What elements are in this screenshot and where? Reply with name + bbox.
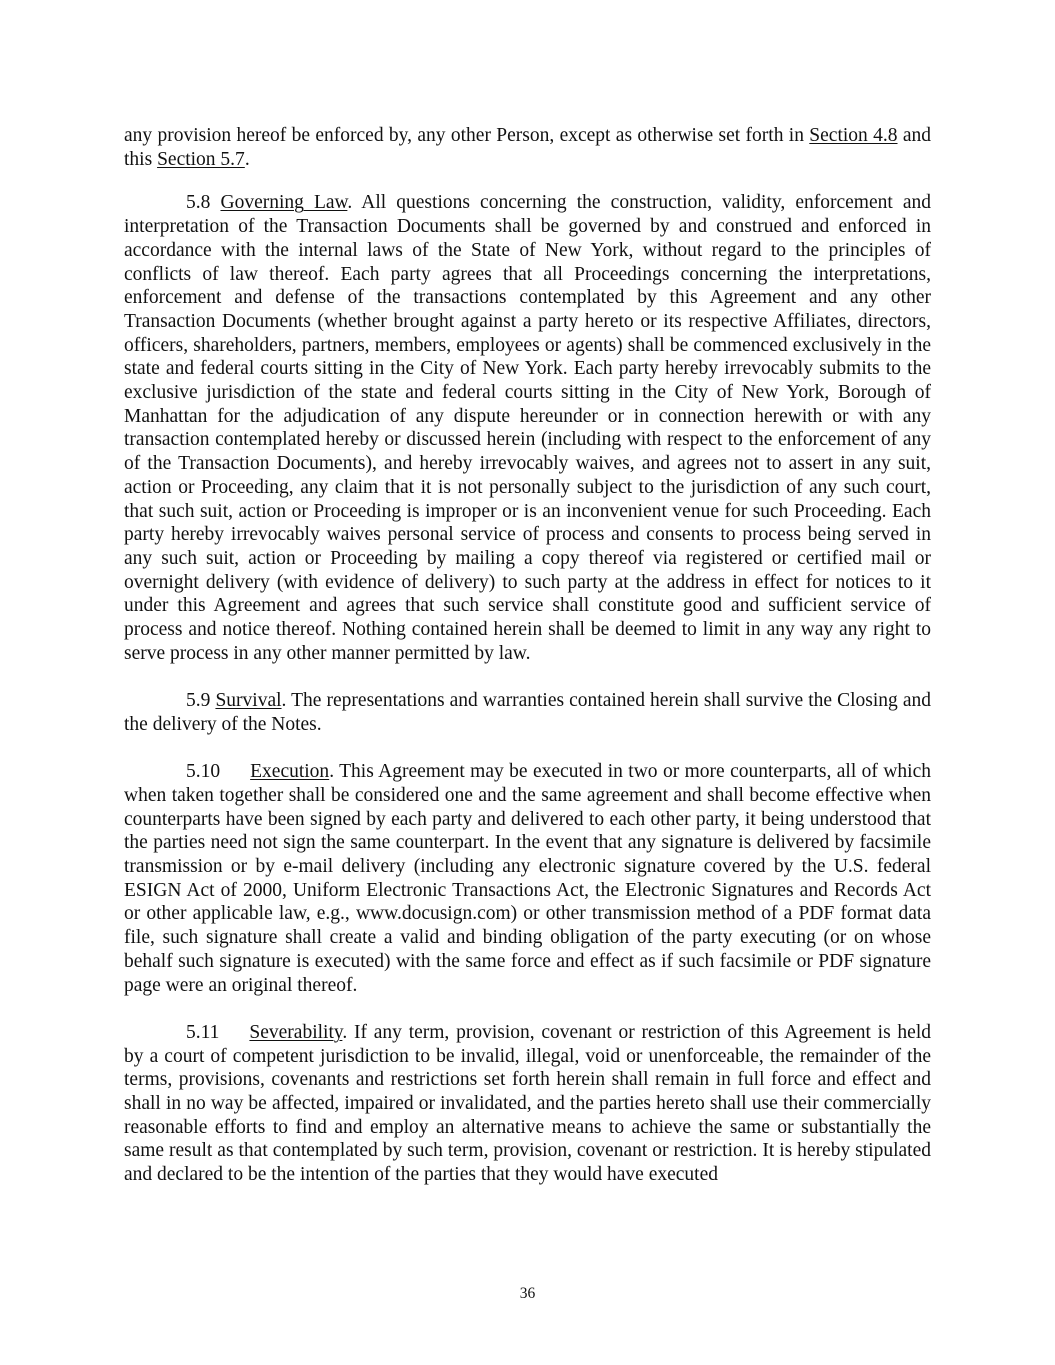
section-heading: Severability [249,1021,343,1043]
section-survival [124,689,931,736]
page-number: 36 [519,1285,536,1302]
section-body: . All questions concerning the construction, validity, enforcement and interpretation of the Transaction Documents shall be governed by and construed and enforced in accordance with the internal laws of the State of New York, without regard to the principles of conflicts of law thereof. Each party agrees that all Proceedings concerning the interpretations, enforcement and defense of the transactions contemplated by this Agreement and any other Transaction Documents (whether brought against a party hereto or its respective Affiliates, directors, officers, shareholders, partners, members, employees or agents) shall be commenced exclusively in the state and federal courts sitting in the City of New York. Each party hereby irrevocably submits to the exclusive jurisdiction of the state and federal courts sitting in the City of New York, Borough of Manhattan for the adjudication of any dispute hereunder or in connection herewith or with any transaction contemplated hereby or discussed herein (including with respect to the enforcement of any of the Transaction Documents), and hereby irrevocably waives, and agrees not to assert in any suit, action or Proceeding, any claim that it is not personally subject to the jurisdiction of any such court, that such suit, action or Proceeding is improper or is an inconvenient venue for such Proceeding. Each party hereby irrevocably waives personal service of process and consents to process being served in any such suit, action or Proceeding by mailing a copy thereof via registered or certified mail or overnight delivery (with evidence of delivery) to such party at the address in effect for notices to it under this Agreement and agrees that such service shall constitute good and sufficient service of process and notice thereof. Nothing contained herein shall be deemed to limit in any way any right to serve process in any other manner permitted by law. [124,192,932,664]
continuation-paragraph [124,124,931,171]
section-heading: Execution [250,761,330,783]
section-number: 5.11 [186,1021,220,1043]
section-number: 5.9 [186,690,211,712]
section-4-8-reference: Section 4.8 [809,125,898,146]
continuation-text-before: any provision hereof be enforced by, any other Person, except as otherwise set forth in [124,125,810,146]
section-execution [124,760,931,997]
section-5-7-reference: Section 5.7 [157,148,245,170]
section-heading: Governing Law [220,192,348,214]
section-body: . The representations and warranties contained herein shall survive the Closing and the delivery of the Notes. [124,690,932,735]
document-page [124,124,931,1211]
section-body: . This Agreement may be executed in two or more counterparts, all of which when taken together shall be considered one and the same agreement and shall become effective when counterparts have been signed by each party and delivered to each other party, it being understood that the parties need not sign the same counterpart. In the event that any signature is delivered by facsimile transmission or by e-mail delivery (including any electronic signature covered by the U.S. federal ESIGN Act of 2000, Uniform Electronic Transactions Act, the Electronic Signatures and Records Act or other applicable law, e.g., www.docusign.com) or other transmission method of a PDF format data file, such signature shall create a valid and binding obligation of the party executing (or on whose behalf such signature is executed) with the same force and effect as if such facsimile or PDF signature page were an original thereof. [124,761,931,996]
section-severability [124,1021,931,1187]
section-number: 5.8 [186,192,211,214]
section-number: 5.10 [186,761,221,783]
section-heading: Survival [215,690,282,712]
section-governing-law [124,191,931,665]
continuation-text-after: . [244,148,250,170]
continuation-text-mid: and this [124,125,932,170]
section-body: . If any term, provision, covenant or restriction of this Agreement is held by a court of competent jurisdiction to be invalid, illegal, void or unenforceable, the remainder of the terms, provisions, covenants and restrictions set forth herein shall remain in full force and effect and shall in no way be affected, impaired or invalidated, and the parties hereto shall use their commercially reasonable efforts to find and employ an alternative means to achieve the same or substantially the same result as that contemplated by such term, provision, covenant or restriction. It is hereby stipulated and declared to be the intention of the parties that they would have executed [124,1021,931,1186]
